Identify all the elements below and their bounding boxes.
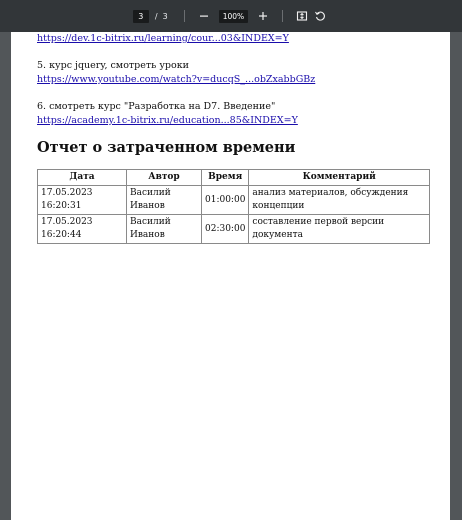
date-cell: 17.05.2023 16:20:31 — [38, 186, 127, 215]
current-page-input[interactable]: 3 — [133, 10, 149, 23]
list-item-5-link[interactable]: https://www.youtube.com/watch?v=ducqS_...obZxabbGBz — [37, 74, 316, 85]
section-heading: Отчет о затраченном времени — [37, 139, 296, 156]
total-pages: 3 — [162, 11, 168, 21]
table-row — [38, 186, 430, 215]
time-report-table — [37, 169, 430, 244]
date-cell: 17.05.2023 16:20:44 — [38, 215, 127, 244]
toolbar-divider — [184, 10, 185, 22]
time-cell: 02:30:00 — [202, 215, 249, 244]
author-cell: Василий Иванов — [127, 215, 202, 244]
page-separator: / 3 — [154, 11, 168, 21]
rotate-button[interactable] — [311, 7, 329, 25]
table-header-row — [38, 170, 430, 186]
top-link[interactable]: https://dev.1c-bitrix.ru/learning/cour...03&INDEX=Y — [37, 33, 289, 44]
list-item-6-link[interactable]: https://academy.1c-bitrix.ru/education...85&INDEX=Y — [37, 115, 298, 126]
plus-icon — [257, 10, 269, 22]
toolbar-divider — [282, 10, 283, 22]
comment-cell: анализ материалов, обсуждения концепции — [249, 186, 430, 215]
fit-page-button[interactable] — [293, 7, 311, 25]
pdf-toolbar — [0, 0, 462, 32]
column-header-author: Автор — [127, 170, 202, 186]
rotate-icon — [314, 10, 326, 22]
time-cell: 01:00:00 — [202, 186, 249, 215]
column-header-time: Время — [202, 170, 249, 186]
minus-icon — [198, 10, 210, 22]
zoom-level-input[interactable]: 100% — [219, 10, 248, 23]
list-item-5: 5. курс jquery, смотреть уроки — [37, 60, 189, 71]
page-indicator — [133, 10, 174, 23]
fit-page-icon — [296, 10, 308, 22]
zoom-out-button[interactable] — [195, 7, 213, 25]
list-item-6: 6. смотреть курс "Разработка на D7. Введение" — [37, 101, 276, 112]
comment-cell: составление первой версии документа — [249, 215, 430, 244]
table-row — [38, 215, 430, 244]
column-header-comment: Комментарий — [249, 170, 430, 186]
pdf-page — [11, 32, 450, 520]
author-cell: Василий Иванов — [127, 186, 202, 215]
zoom-in-button[interactable] — [254, 7, 272, 25]
column-header-date: Дата — [38, 170, 127, 186]
document-viewer[interactable] — [0, 32, 462, 520]
